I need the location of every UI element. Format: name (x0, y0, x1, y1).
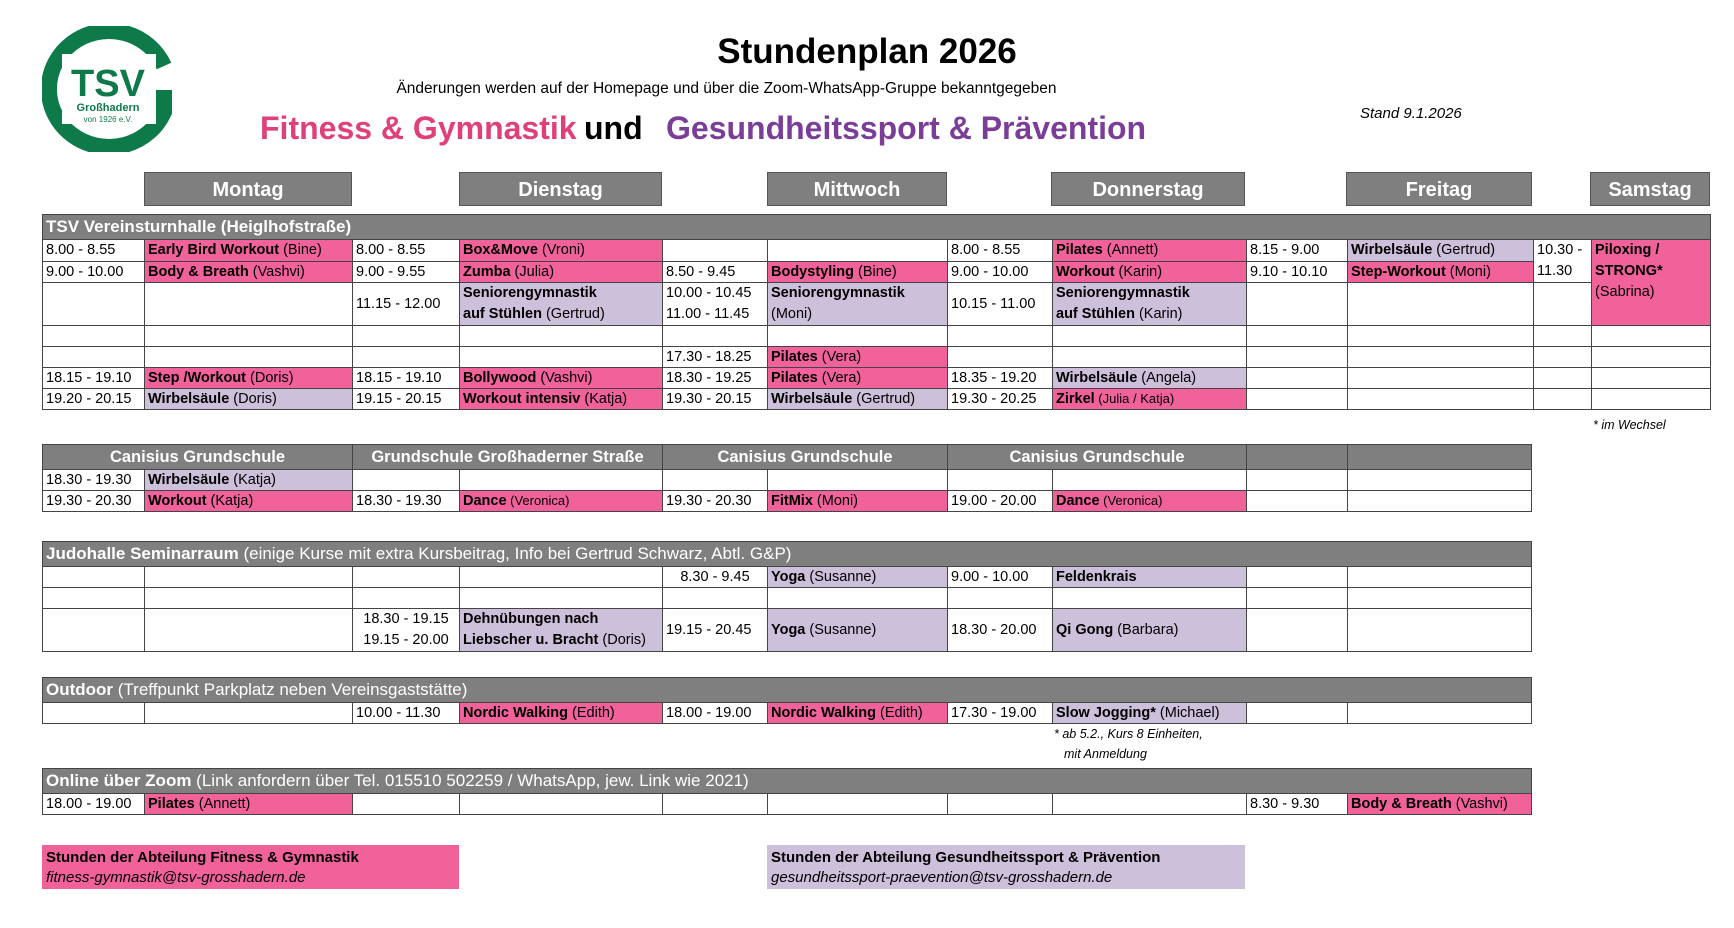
course-cell: Step-Workout (Moni) (1348, 261, 1534, 283)
course-cell-samstag: Piloxing / STRONG* (Sabrina) (1592, 240, 1711, 326)
course-cell: Wirbelsäule (Angela) (1053, 368, 1247, 389)
location-header: Grundschule Großhaderner Straße (353, 445, 663, 470)
day-header-freitag: Freitag (1346, 172, 1532, 206)
course-cell: Early Bird Workout (Bine) (145, 240, 353, 262)
course-cell: Pilates (Annett) (1053, 240, 1247, 262)
time-cell: 18.30 - 19.30 (353, 491, 460, 512)
course-cell: Pilates (Annett) (145, 794, 353, 815)
legend-gesundheit (767, 845, 1245, 889)
course-cell: Wirbelsäule (Gertrud) (768, 389, 948, 410)
table-row (43, 389, 1711, 410)
time-cell: 8.30 - 9.45 (663, 567, 768, 588)
time-cell: 8.00 - 8.55 (43, 240, 145, 262)
day-header-samstag: Samstag (1590, 172, 1710, 206)
course-cell: Step /Workout (Doris) (145, 368, 353, 389)
table-row (43, 261, 1711, 283)
location-header: Canisius Grundschule (663, 445, 948, 470)
table-row (43, 794, 1532, 815)
time-cell: 9.00 - 10.00 (948, 567, 1053, 588)
logo-subtext: Großhadern (76, 102, 140, 114)
time-cell: 19.30 - 20.25 (948, 389, 1053, 410)
time-cell: 9.00 - 9.55 (353, 261, 460, 283)
time-cell: 17.30 - 18.25 (663, 347, 768, 368)
stand-date: Stand 9.1.2026 (1360, 105, 1462, 122)
time-cell: 19.30 - 20.15 (663, 389, 768, 410)
time-cell (663, 240, 768, 262)
time-cell (43, 283, 145, 326)
time-cell: 19.30 - 20.30 (663, 491, 768, 512)
logo-year: von 1926 e.V. (83, 115, 133, 124)
table-row (43, 491, 1532, 512)
course-cell: Slow Jogging* (Michael) (1053, 703, 1247, 724)
course-cell: Dance (Veronica) (460, 491, 663, 512)
time-cell: 19.15 - 20.15 (353, 389, 460, 410)
course-cell: Workout intensiv (Katja) (460, 389, 663, 410)
course-cell: Zirkel (Julia / Katja) (1053, 389, 1247, 410)
section-title-online: Online über Zoom (Link anfordern über Tel. 015510 502259 / WhatsApp, jew. Link wie 2021) (43, 769, 1532, 794)
course-cell: Feldenkrais (1053, 567, 1247, 588)
time-cell: 18.15 - 19.10 (353, 368, 460, 389)
course-cell: Pilates (Vera) (768, 347, 948, 368)
note-slow-jogging-1: * ab 5.2., Kurs 8 Einheiten, (1054, 727, 1203, 741)
page-subtitle: Änderungen werden auf der Homepage und über die Zoom-WhatsApp-Gruppe bekanntgegeben (396, 80, 1057, 97)
course-cell (145, 283, 353, 326)
time-cell: 9.00 - 10.00 (43, 261, 145, 283)
time-cell: 19.15 - 20.45 (663, 609, 768, 652)
time-cell: 18.30 - 19.15 19.15 - 20.00 (353, 609, 460, 652)
table-judohalle (42, 541, 1532, 652)
day-header-mittwoch: Mittwoch (767, 172, 947, 206)
course-cell: Seniorengymnastik auf Stühlen (Gertrud) (460, 283, 663, 326)
time-cell: 18.30 - 19.25 (663, 368, 768, 389)
table-schulen (42, 444, 1532, 512)
course-cell: Yoga (Susanne) (768, 567, 948, 588)
table-row (43, 326, 1711, 347)
time-cell: 10.00 - 10.45 11.00 - 11.45 (663, 283, 768, 326)
table-row (43, 283, 1711, 326)
time-cell: 10.15 - 11.00 (948, 283, 1053, 326)
course-cell: Wirbelsäule (Gertrud) (1348, 240, 1534, 262)
day-header-montag: Montag (144, 172, 352, 206)
course-cell: Workout (Katja) (145, 491, 353, 512)
table-row (43, 368, 1711, 389)
section-title-judohalle: Judohalle Seminarraum (einige Kurse mit extra Kursbeitrag, Info bei Gertrud Schwarz, Abtl. G&P) (43, 542, 1532, 567)
time-cell: 8.15 - 9.00 (1247, 240, 1348, 262)
table-row (43, 347, 1711, 368)
time-cell: 18.30 - 20.00 (948, 609, 1053, 652)
legend-fitness (42, 845, 459, 889)
table-row (43, 470, 1532, 491)
table-row (43, 609, 1532, 652)
course-cell: Nordic Walking (Edith) (768, 703, 948, 724)
time-cell: 19.30 - 20.30 (43, 491, 145, 512)
time-cell: 11.15 - 12.00 (353, 283, 460, 326)
course-cell: Body & Breath (Vashvi) (145, 261, 353, 283)
course-cell: Pilates (Vera) (768, 368, 948, 389)
course-cell: Qi Gong (Barbara) (1053, 609, 1247, 652)
course-cell: Bodystyling (Bine) (768, 261, 948, 283)
table-turnhalle (42, 214, 1711, 410)
time-cell: 19.20 - 20.15 (43, 389, 145, 410)
time-cell-samstag: 10.30 - 11.30 (1534, 240, 1592, 283)
course-cell: Workout (Karin) (1053, 261, 1247, 283)
time-cell: 18.00 - 19.00 (43, 794, 145, 815)
logo-text: TSV (71, 63, 145, 105)
table-outdoor (42, 677, 1532, 724)
table-row (43, 703, 1532, 724)
table-row (43, 240, 1711, 262)
course-cell: Body & Breath (Vashvi) (1348, 794, 1532, 815)
time-cell: 8.00 - 8.55 (948, 240, 1053, 262)
course-cell: Dance (Veronica) (1053, 491, 1247, 512)
time-cell: 18.00 - 19.00 (663, 703, 768, 724)
course-cell (768, 240, 948, 262)
course-cell: Yoga (Susanne) (768, 609, 948, 652)
course-cell: Nordic Walking (Edith) (460, 703, 663, 724)
table-row (43, 567, 1532, 588)
location-header: Canisius Grundschule (43, 445, 353, 470)
course-cell: FitMix (Moni) (768, 491, 948, 512)
course-cell (1348, 283, 1534, 326)
course-cell: Bollywood (Vashvi) (460, 368, 663, 389)
legend-fitness-email[interactable]: fitness-gymnastik@tsv-grosshadern.de (46, 869, 306, 886)
course-cell: Wirbelsäule (Katja) (145, 470, 353, 491)
time-cell (1534, 283, 1592, 326)
location-header: Canisius Grundschule (948, 445, 1247, 470)
section-title-turnhalle: TSV Vereinsturnhalle (Heiglhofstraße) (43, 215, 1711, 240)
day-header-dienstag: Dienstag (459, 172, 662, 206)
time-cell: 10.00 - 11.30 (353, 703, 460, 724)
legend-gesundheit-email[interactable]: gesundheitssport-praevention@tsv-grosshadern.de (771, 869, 1113, 886)
course-cell: Dehnübungen nach Liebscher u. Bracht (Doris) (460, 609, 663, 652)
page-title: Stundenplan 2026 (717, 32, 1017, 71)
time-cell: 9.10 - 10.10 (1247, 261, 1348, 283)
course-cell: Seniorengymnastik (Moni) (768, 283, 948, 326)
time-cell: 8.50 - 9.45 (663, 261, 768, 283)
time-cell: 18.15 - 19.10 (43, 368, 145, 389)
legend-fitness-label: Stunden der Abteilung Fitness & Gymnastik (46, 849, 359, 866)
time-cell: 9.00 - 10.00 (948, 261, 1053, 283)
time-cell (1247, 283, 1348, 326)
table-online (42, 768, 1532, 815)
time-cell: 18.35 - 19.20 (948, 368, 1053, 389)
course-cell: Seniorengymnastik auf Stühlen (Karin) (1053, 283, 1247, 326)
day-header-donnerstag: Donnerstag (1051, 172, 1245, 206)
heading-gesundheit: Gesundheitssport & Prävention (666, 110, 1147, 146)
course-cell: Wirbelsäule (Doris) (145, 389, 353, 410)
course-cell: Zumba (Julia) (460, 261, 663, 283)
note-slow-jogging-2: mit Anmeldung (1064, 747, 1147, 761)
time-cell: 18.30 - 19.30 (43, 470, 145, 491)
time-cell: 8.30 - 9.30 (1247, 794, 1348, 815)
time-cell: 8.00 - 8.55 (353, 240, 460, 262)
legend-gesundheit-label: Stunden der Abteilung Gesundheitssport & Prävention (771, 849, 1161, 866)
course-cell: Box&Move (Vroni) (460, 240, 663, 262)
section-title-outdoor: Outdoor (Treffpunkt Parkplatz neben Vereinsgaststätte) (43, 678, 1532, 703)
time-cell: 19.00 - 20.00 (948, 491, 1053, 512)
time-cell: 17.30 - 19.00 (948, 703, 1053, 724)
note-im-wechsel: * im Wechsel (1593, 418, 1666, 432)
heading-und: und (584, 110, 643, 146)
heading-fitness: Fitness & Gymnastik (260, 110, 577, 146)
